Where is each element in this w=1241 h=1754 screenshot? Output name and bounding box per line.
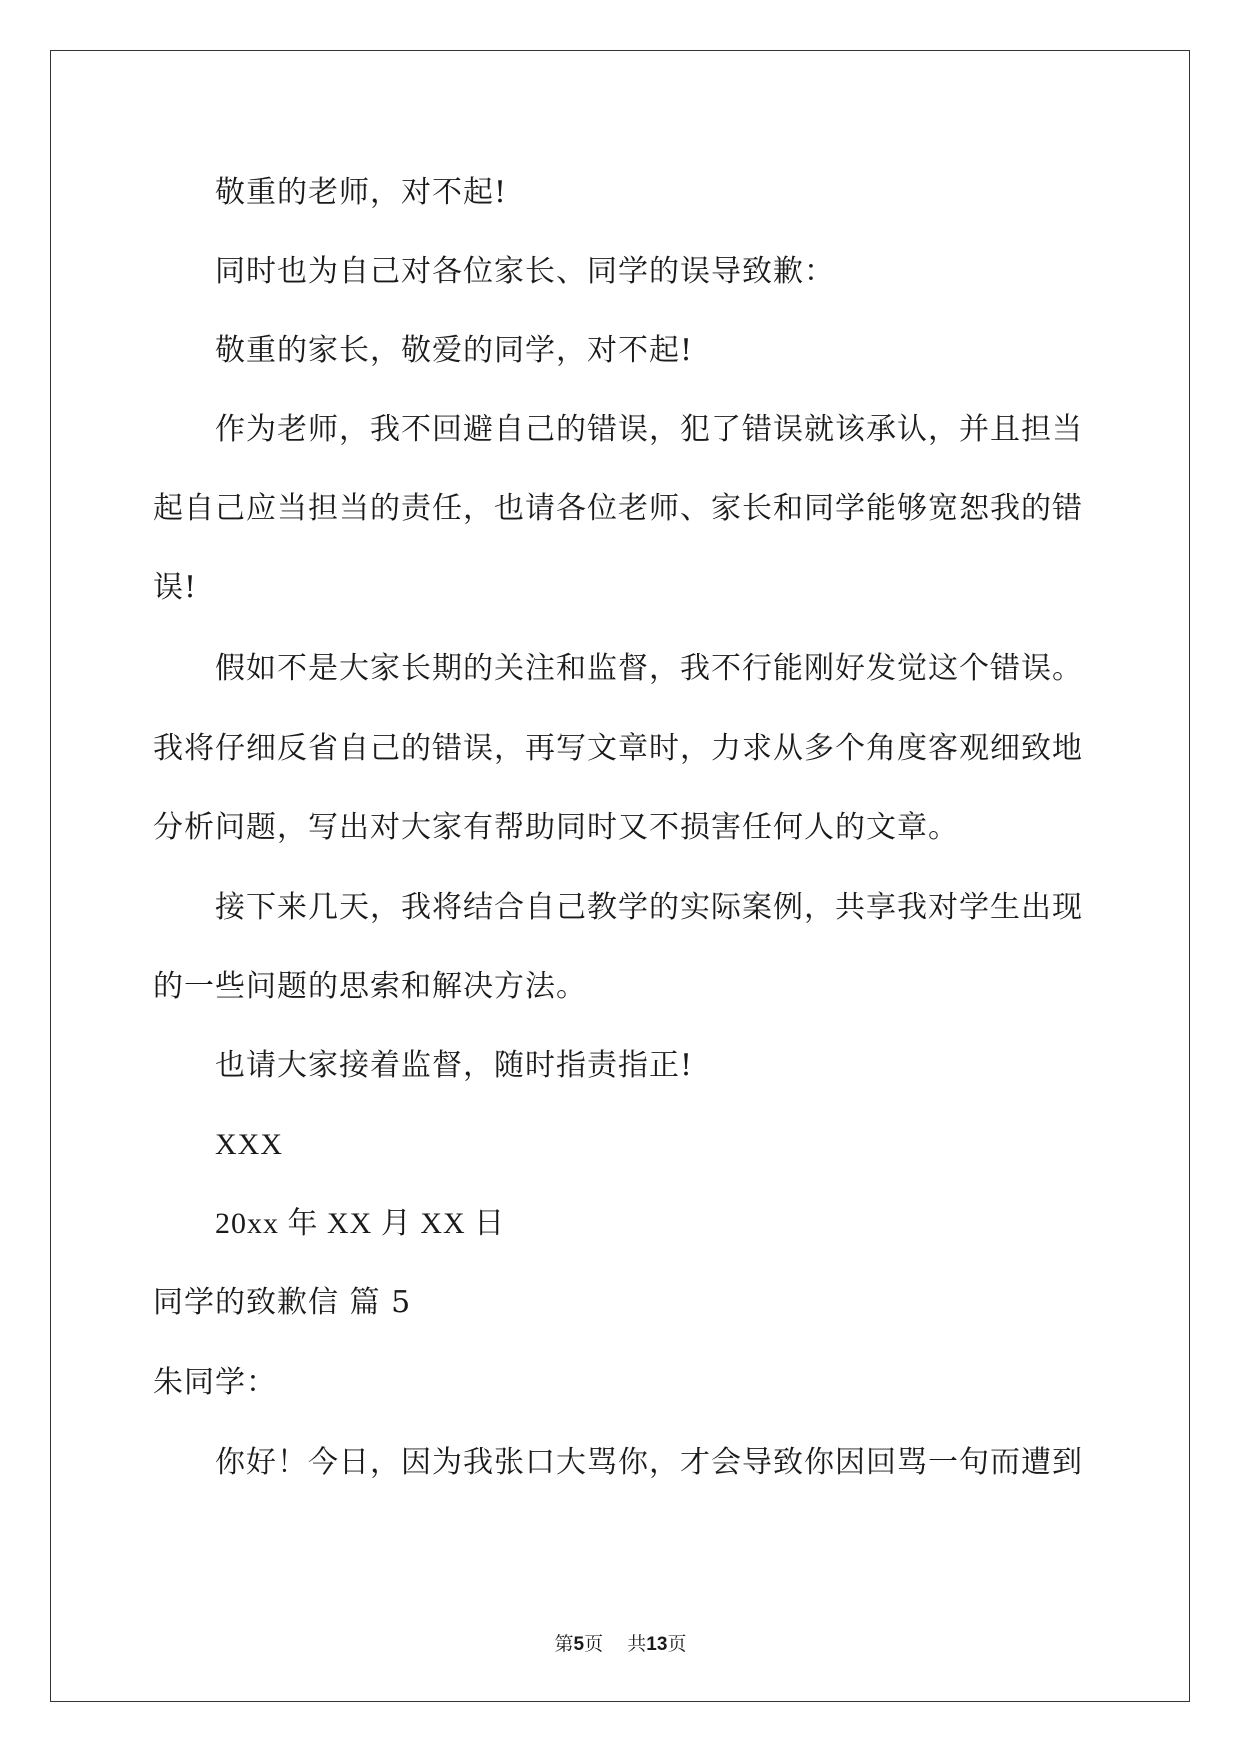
signature-name: XXX — [215, 1128, 283, 1161]
paragraph-line: 同时也为自己对各位家长、同学的误导致歉： — [215, 254, 835, 289]
page-footer — [0, 1632, 1241, 1657]
paragraph-line: 你好！今日，因为我张口大骂你，才会导致你因回骂一句而遭到 — [215, 1445, 1083, 1480]
paragraph-line: 的一些问题的思索和解决方法。 — [153, 969, 587, 1004]
paragraph-line: 分析问题，写出对大家有帮助同时又不损害任何人的文章。 — [153, 810, 959, 845]
paragraph-line: 也请大家接着监督，随时指责指正! — [215, 1048, 694, 1083]
paragraph-line: 我将仔细反省自己的错误，再写文章时，力求从多个角度客观细致地 — [153, 731, 1083, 766]
footer-suffix: 页 — [667, 1633, 687, 1655]
paragraph-line: 起自己应当担当的责任，也请各位老师、家长和同学能够宽恕我的错 — [153, 491, 1083, 526]
paragraph-line: 作为老师，我不回避自己的错误，犯了错误就该承认，并且担当 — [215, 412, 1083, 447]
signature-date: 20xx 年 XX 月 XX 日 — [215, 1207, 506, 1240]
footer-middle: 页 共 — [584, 1633, 647, 1655]
footer-page-number: 5 — [573, 1634, 585, 1655]
section-heading: 同学的致歉信 篇 5 — [153, 1285, 412, 1320]
footer-prefix: 第 — [554, 1633, 574, 1655]
paragraph-line: 敬重的老师，对不起! — [215, 175, 508, 210]
footer-total-pages: 13 — [646, 1634, 668, 1655]
paragraph-line: 接下来几天，我将结合自己教学的实际案例，共享我对学生出现 — [215, 890, 1083, 925]
salutation: 朱同学： — [153, 1365, 277, 1400]
paragraph-line: 假如不是大家长期的关注和监督，我不行能刚好发觉这个错误。 — [215, 651, 1083, 686]
paragraph-line: 误! — [153, 570, 198, 605]
paragraph-line: 敬重的家长，敬爱的同学，对不起! — [215, 333, 694, 368]
